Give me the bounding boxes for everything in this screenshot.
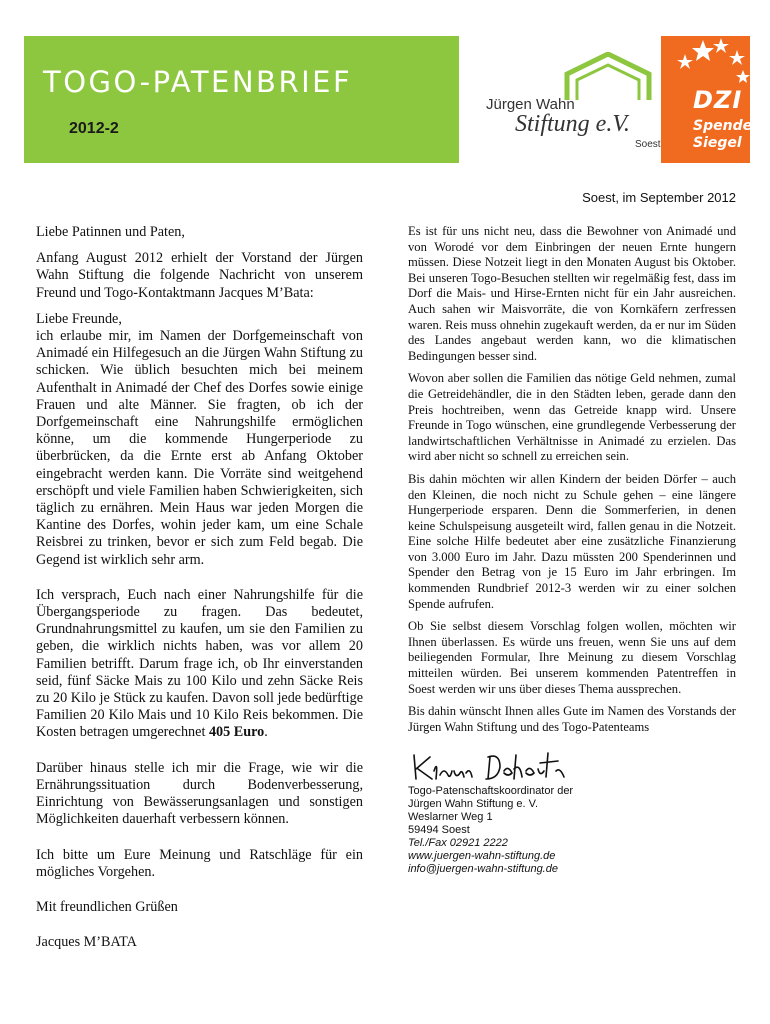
- dateline: Soest, im September 2012: [582, 190, 736, 205]
- house-logo-icon: [563, 52, 653, 102]
- issue-number: 2012-2: [69, 120, 119, 137]
- dzi-sub-line1: Spenden-: [693, 118, 768, 134]
- contact-email[interactable]: info@juergen-wahn-stiftung.de: [408, 863, 558, 876]
- salutation: Liebe Patinnen und Paten,: [36, 224, 185, 240]
- logo-foundation-line: Stiftung e.V.: [515, 111, 630, 137]
- dzi-seal: [661, 36, 768, 163]
- response-paragraph: Bis dahin wünscht Ihnen alles Gute im Namen des Vorstands der Jürgen Wahn Stiftung und des Togo-Patenteams: [408, 704, 736, 734]
- header-banner: [24, 36, 768, 163]
- letter-closing: Mit freundlichen Grüßen: [36, 898, 178, 915]
- signature-icon: [408, 749, 578, 785]
- letter-paragraph: [36, 587, 363, 742]
- letter-paragraph: Ich bitte um Eure Meinung und Ratschläge für ein mögliches Vorgehen.: [36, 846, 363, 880]
- response-paragraph: Es ist für uns nicht neu, dass die Bewohner von Animadé und von Worodé vor dem Einbringen der neuen Ernte hungern müssen. Diese Notzeit liegt in den Monaten August bis Oktober. Bei unseren Togo-Besuchen stellten wir regelmäßig fest, dass im Dorf die Mais- und Hirse-Ernten nicht für ein Jahr ausreichen. Auch sahen wir Maisvorräte, die von Kornkäfern zerfressen waren. Reis muss ohnehin zugekauft werden, da er nur im Süden des Landes angebaut werden kann, wo die klimatischen Bedingungen besser sind.: [408, 224, 736, 363]
- response-paragraph: Bis dahin möchten wir allen Kindern der beiden Dörfer – auch den Kleinen, die noch nicht zu Schule gehen – eine längere Hungerperiode ersparen. Denn die Sommerferien, in denen keine Schulspeisung ausgeteilt wird, fallen genau in die Notzeit. Eine solche Hilfe bedeutet aber eine zusätzliche Finanzierung von 3.000 Euro im Jahr. Dazu müssten 200 Spenderinnen und Spender den Betrag von je 15 Euro im Jahr erbringen. Im kommenden Rundbrief 2012-3 werden wir zu einer solchen Spende aufrufen.: [408, 471, 736, 611]
- letter-text-end: .: [264, 724, 268, 741]
- handwritten-signature: [408, 749, 736, 785]
- right-column: [408, 224, 736, 876]
- org-city: 59494 Soest: [408, 824, 470, 837]
- left-column: [36, 224, 363, 951]
- dzi-label: DZI: [693, 86, 743, 114]
- amount: 405 Euro: [208, 724, 265, 741]
- org-name: Jürgen Wahn Stiftung e. V.: [408, 798, 539, 811]
- letter-paragraph: Darüber hinaus stelle ich mir die Frage, wie wir die Ernährungssituation durch Bodenverbesserung, Einrichtung von Bewässerungsanlagen und sonstigen Möglichkeiten dauerhaft verbessern können.: [36, 759, 363, 828]
- contact-website[interactable]: www.juergen-wahn-stiftung.de: [408, 850, 556, 863]
- stars-icon: [661, 36, 750, 92]
- response-paragraph: Ob Sie selbst diesem Vorschlag folgen wollen, möchten wir Ihnen überlassen. Es würde uns freuen, wenn Sie uns auf dem beiliegenden Formular, Ihre Meinung zu diesem Vorschlag mitteilen würden. Bei unserem kommenden Patentreffen in Soest werden wir uns über dieses Thema aussprechen.: [408, 619, 736, 696]
- dzi-sub-line2: Siegel: [693, 135, 742, 151]
- logo-place: Soest: [635, 139, 661, 150]
- contact-phone: Tel./Fax 02921 2222: [408, 837, 508, 850]
- response-paragraph: Wovon aber sollen die Familien das nötige Geld nehmen, zumal die Getreidehändler, die in den Städten leben, gerade dann den Preis hochtreiben, wenn das Getreide knapp wird. Unsere Freunde in Togo wünschen, eine grundlegende Verbesserung der landwirtschaftlichen Verhältnisse in Animadé zu erzielen. Das wird aber nicht so schnell zu erreichen sein.: [408, 371, 736, 464]
- dzi-subtitle: [693, 118, 768, 152]
- coordinator-role: Togo-Patenschaftskoordinator der: [408, 785, 574, 798]
- org-street: Weslarner Weg 1: [408, 811, 493, 824]
- newsletter-title: TOGO-PATENBRIEF: [43, 65, 353, 99]
- letter-greeting: Liebe Freunde,: [36, 310, 122, 327]
- letter-paragraph: ich erlaube mir, im Namen der Dorfgemeinschaft von Animadé ein Hilfegesuch an die Jürgen Wahn Stiftung zu schicken. Wie üblich besuchten mich bei meinem Aufenthalt in Animadé der Chef des Dorfes sowie einige Frauen und alte Männer. Sie fragten, ob ich der Dorfgemeinschaft eine Nahrungshilfe ermöglichen könne, um die kommende Hungerperiode zu überbrücken, da die Ernte erst ab Anfang Oktober eingebracht werden kann. Die Vorräte sind weitgehend erschöpft und viele Familien haben Schwierigkeiten, sich täglich zu ernähren. Mein Haus war jeden Morgen die Kantine des Dorfes, wohin jeder kam, um eine Schale Reisbrei zu trinken, bevor er sich zum Feld begab. Die Gegend ist wirklich sehr arm.: [36, 328, 363, 568]
- letter-text: Ich versprach, Euch nach einer Nahrungshilfe für die Übergangsperiode zu fragen. Das bedeutet, Grundnahrungsmittel zu kaufen, um sie den Familien zu geben, die wirklich nichts haben, was vor allem 20 Familien betrifft. Darum frage ich, ob Ihr einverstanden seid, fünf Säcke Mais zu 100 Kilo und zehn Säcke Reis zu 20 Kilo je Stück zu kaufen. Davon soll jede bedürftige Familien 20 Kilo Mais und 10 Kilo Reis bekommen. Die Kosten betragen umgerechnet: [36, 586, 363, 741]
- logo-name-line: Jürgen Wahn: [486, 96, 575, 113]
- foundation-logo: [459, 36, 669, 163]
- letter-signoff: Jacques M’BATA: [36, 934, 137, 951]
- intro-paragraph: Anfang August 2012 erhielt der Vorstand der Jürgen Wahn Stiftung die folgende Nachricht von unserem Freund und Togo-Kontaktmann Jacques M’Bata:: [36, 250, 363, 301]
